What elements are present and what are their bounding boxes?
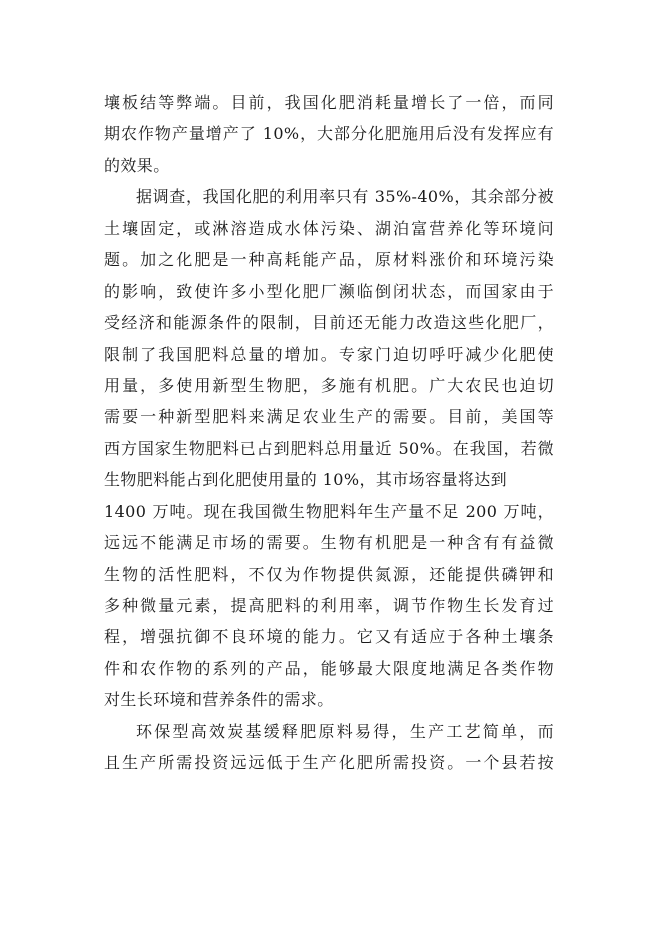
text-line: 土壤固定，或淋溶造成水体污染、湖泊富营养化等环境问 — [104, 218, 554, 238]
text-line: 期农作物产量增产了 10%，大部分化肥施用后没有发挥应有 — [104, 124, 554, 144]
text-line: 限制了我国肥料总量的增加。专家门迫切呼吁减少化肥使 — [104, 344, 554, 364]
text-line: 用量，多使用新型生物肥，多施有机肥。广大农民也迫切 — [104, 375, 554, 395]
text-line: 需要一种新型肥料来满足农业生产的需要。目前，美国等 — [104, 407, 554, 427]
text-line: 环保型高效炭基缓释肥原料易得，生产工艺简单，而 — [136, 721, 554, 741]
text-line: 据调查，我国化肥的利用率只有 35%-40%，其余部分被 — [136, 187, 554, 207]
text-line: 的效果。 — [104, 155, 170, 175]
text-line: 受经济和能源条件的限制，目前还无能力改造这些化肥厂， — [104, 313, 554, 333]
text-line: 远远不能满足市场的需要。生物有机肥是一种含有有益微 — [104, 533, 554, 553]
body-text — [104, 87, 554, 779]
text-line: 题。加之化肥是一种高耗能产品，原材料涨价和环境污染 — [104, 250, 554, 270]
text-line: 西方国家生物肥料已占到肥料总用量近 50%。在我国，若微 — [104, 438, 554, 458]
text-line: 壤板结等弊端。目前，我国化肥消耗量增长了一倍，而同 — [104, 93, 554, 112]
text-line: 程，增强抗御不良环境的能力。它又有适应于各种土壤条 — [104, 627, 554, 647]
text-line: 的影响，致使许多小型化肥厂濒临倒闭状态，而国家由于 — [104, 281, 554, 301]
text-line: 生物肥料能占到化肥使用量的 10%，其市场容量将达到 — [104, 470, 508, 490]
text-line: 生物的活性肥料，不仅为作物提供氮源，还能提供磷钾和 — [104, 564, 554, 584]
text-line: 且生产所需投资远远低于生产化肥所需投资。一个县若按 — [104, 753, 554, 773]
text-line: 1400 万吨。现在我国微生物肥料年生产量不足 200 万吨， — [104, 501, 554, 521]
text-line: 多种微量元素，提高肥料的利用率，调节作物生长发育过 — [104, 596, 554, 615]
text-line: 对生长环境和营养条件的需求。 — [104, 690, 334, 710]
text-line: 件和农作物的系列的产品，能够最大限度地满足各类作物 — [104, 658, 554, 678]
